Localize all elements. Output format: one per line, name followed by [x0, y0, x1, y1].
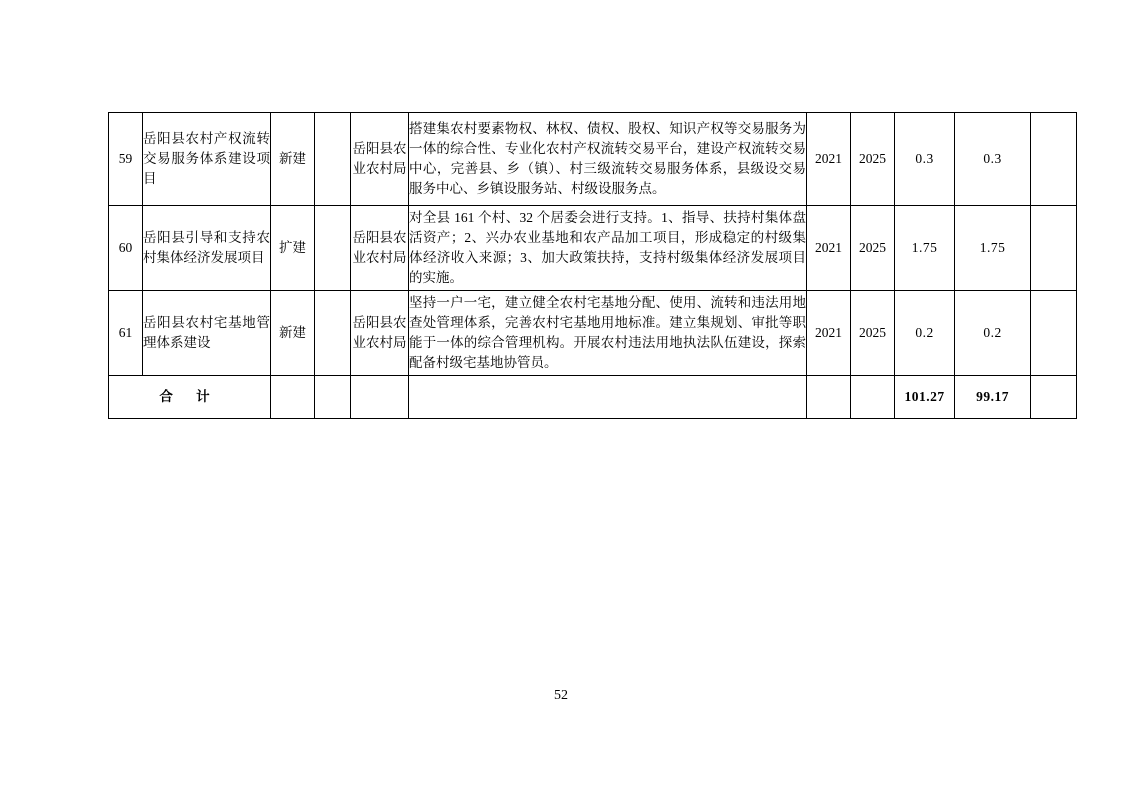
project-description: 搭建集农村要素物权、林权、债权、股权、知识产权等交易服务为一体的综合性、专业化农村产权流转交易平台，建设产权流转交易中心，完善县、乡（镇）、村三级流转交易服务体系，县级设交易服务中心、乡镇设服务站、村级设服务点。	[409, 113, 807, 206]
total-investment-sum: 101.27	[895, 376, 955, 419]
responsible-dept: 岳阳县农业农村局	[351, 113, 409, 206]
table-row	[109, 206, 1077, 291]
blank-cell	[315, 113, 351, 206]
total-desc-cell	[409, 376, 807, 419]
trailing-cell	[1031, 206, 1077, 291]
blank-cell	[315, 206, 351, 291]
project-type: 扩建	[271, 206, 315, 291]
blank-cell	[315, 291, 351, 376]
trailing-cell	[1031, 113, 1077, 206]
row-number: 59	[109, 113, 143, 206]
end-year: 2025	[851, 113, 895, 206]
responsible-dept: 岳阳县农业农村局	[351, 206, 409, 291]
project-name: 岳阳县引导和支持农村集体经济发展项目	[143, 206, 271, 291]
project-table	[108, 112, 1077, 419]
total-type-cell	[271, 376, 315, 419]
total-end-cell	[851, 376, 895, 419]
end-year: 2025	[851, 206, 895, 291]
project-type: 新建	[271, 113, 315, 206]
table-total-row	[109, 376, 1077, 419]
project-name: 岳阳县农村宅基地管理体系建设	[143, 291, 271, 376]
row-number: 60	[109, 206, 143, 291]
responsible-dept: 岳阳县农业农村局	[351, 291, 409, 376]
planned-investment: 0.2	[955, 291, 1031, 376]
total-label: 合 计	[109, 376, 271, 419]
start-year: 2021	[807, 206, 851, 291]
project-description: 坚持一户一宅，建立健全农村宅基地分配、使用、流转和违法用地查处管理体系，完善农村宅基地用地标准。建立集规划、审批等职能于一体的综合管理机构。开展农村违法用地执法队伍建设，探索配备村级宅基地协管员。	[409, 291, 807, 376]
planned-investment: 0.3	[955, 113, 1031, 206]
planned-investment-sum: 99.17	[955, 376, 1031, 419]
end-year: 2025	[851, 291, 895, 376]
page-number: 52	[554, 688, 568, 703]
total-blank-cell	[315, 376, 351, 419]
total-investment: 0.2	[895, 291, 955, 376]
total-trailing-cell	[1031, 376, 1077, 419]
row-number: 61	[109, 291, 143, 376]
planned-investment: 1.75	[955, 206, 1031, 291]
start-year: 2021	[807, 113, 851, 206]
total-investment: 1.75	[895, 206, 955, 291]
trailing-cell	[1031, 291, 1077, 376]
table-row	[109, 113, 1077, 206]
project-description: 对全县 161 个村、32 个居委会进行支持。1、指导、扶持村集体盘活资产；2、兴办农业基地和农产品加工项目，形成稳定的村级集体经济收入来源；3、加大政策扶持，支持村级集体经济发展项目的实施。	[409, 206, 807, 291]
project-name: 岳阳县农村产权流转交易服务体系建设项目	[143, 113, 271, 206]
project-table-wrapper	[108, 112, 1016, 419]
total-dept-cell	[351, 376, 409, 419]
start-year: 2021	[807, 291, 851, 376]
total-investment: 0.3	[895, 113, 955, 206]
table-row	[109, 291, 1077, 376]
project-type: 新建	[271, 291, 315, 376]
total-start-cell	[807, 376, 851, 419]
